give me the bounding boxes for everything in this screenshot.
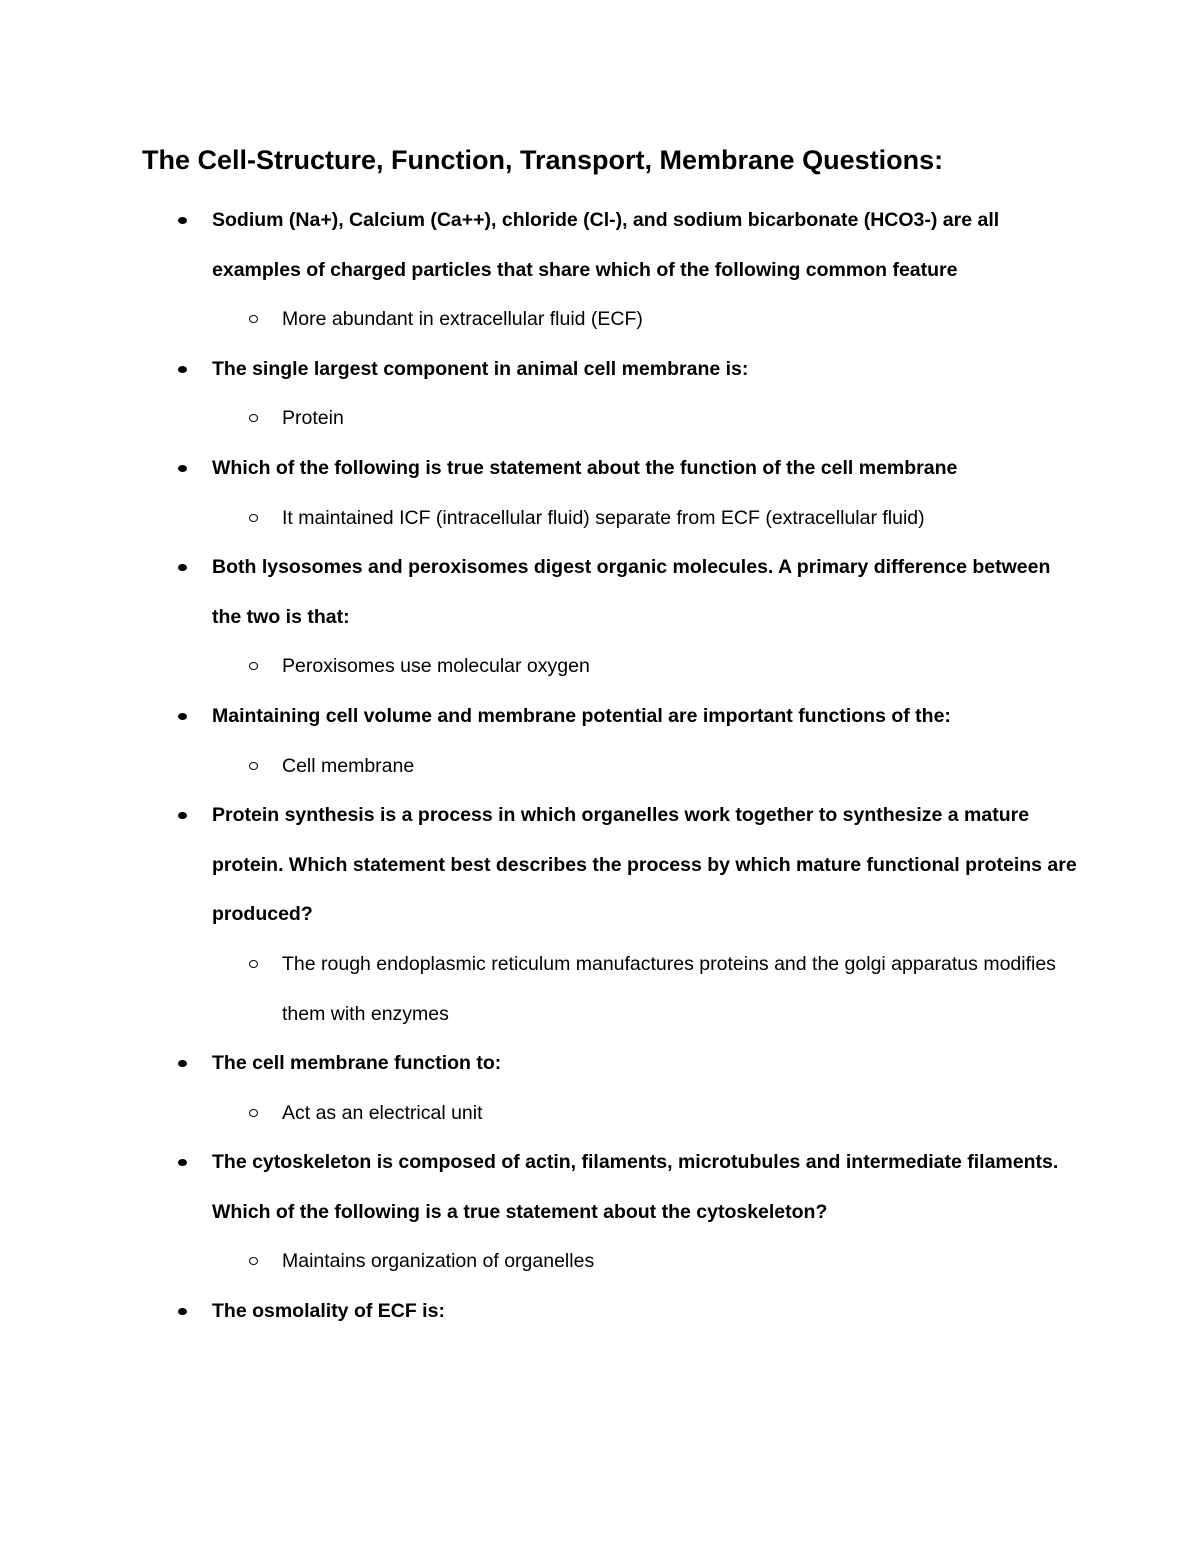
question-item <box>212 543 1082 692</box>
filled-bullet-icon <box>178 465 187 472</box>
answer-list <box>212 494 1082 544</box>
answer-text: Act as an electrical unit <box>282 1101 483 1124</box>
answer-list <box>212 394 1082 444</box>
answer-text: More abundant in extracellular fluid (ECF) <box>282 308 643 331</box>
answer-list <box>212 295 1082 345</box>
question-item <box>212 196 1082 345</box>
answer-list <box>212 1237 1082 1287</box>
filled-bullet-icon <box>178 366 187 373</box>
filled-bullet-icon <box>178 1159 187 1166</box>
question-item <box>212 345 1082 444</box>
hollow-bullet-icon <box>249 315 258 323</box>
question-text: The single largest component in animal cell membrane is: <box>212 357 749 380</box>
question-item <box>212 1287 1082 1337</box>
answer-text: Peroxisomes use molecular oxygen <box>282 655 590 678</box>
answer-item <box>282 494 1082 544</box>
answer-item <box>282 742 1082 792</box>
question-list <box>212 196 1082 1337</box>
answer-text: The rough endoplasmic reticulum manufactures proteins and the golgi apparatus modifies them with enzymes <box>282 952 1056 1025</box>
question-text: Sodium (Na+), Calcium (Ca++), chloride (Cl-), and sodium bicarbonate (HCO3-) are all examples of charged particles that share which of the following common feature <box>212 209 1000 281</box>
hollow-bullet-icon <box>249 960 258 968</box>
answer-list <box>212 742 1082 792</box>
answer-list <box>212 940 1082 1039</box>
question-text: The cell membrane function to: <box>212 1052 502 1075</box>
answer-text: It maintained ICF (intracellular fluid) separate from ECF (extracellular fluid) <box>282 506 925 529</box>
answer-text: Protein <box>282 407 344 430</box>
answer-list <box>212 642 1082 692</box>
answer-item <box>282 1237 1082 1287</box>
question-item <box>212 1039 1082 1138</box>
hollow-bullet-icon <box>249 514 258 522</box>
hollow-bullet-icon <box>249 414 258 422</box>
question-item <box>212 1138 1082 1287</box>
hollow-bullet-icon <box>249 1109 258 1117</box>
hollow-bullet-icon <box>249 662 258 670</box>
answer-item <box>282 394 1082 444</box>
question-item <box>212 791 1082 1039</box>
filled-bullet-icon <box>178 1308 187 1315</box>
answer-item <box>282 295 1082 345</box>
hollow-bullet-icon <box>249 1257 258 1265</box>
page-title: The Cell-Structure, Function, Transport, Membrane Questions: <box>142 145 944 175</box>
filled-bullet-icon <box>178 812 187 819</box>
question-text: The osmolality of ECF is: <box>212 1300 445 1323</box>
question-text: Maintaining cell volume and membrane potential are important functions of the: <box>212 704 951 727</box>
answer-item <box>282 940 1082 1039</box>
answer-text: Cell membrane <box>282 754 415 777</box>
filled-bullet-icon <box>178 713 187 720</box>
hollow-bullet-icon <box>249 762 258 770</box>
answer-item <box>282 1089 1082 1139</box>
answer-text: Maintains organization of organelles <box>282 1250 595 1273</box>
filled-bullet-icon <box>178 217 187 224</box>
filled-bullet-icon <box>178 564 187 571</box>
filled-bullet-icon <box>178 1060 187 1067</box>
answer-list <box>212 1089 1082 1139</box>
question-text: The cytoskeleton is composed of actin, filaments, microtubules and intermediate filaments. Which of the following is a true statement about the cytoskeleton? <box>212 1151 1059 1223</box>
question-text: Protein synthesis is a process in which organelles work together to synthesize a mature protein. Which statement best describes the process by which mature functional proteins are produced? <box>212 804 1077 926</box>
question-text: Which of the following is true statement about the function of the cell membrane <box>212 456 958 479</box>
question-item <box>212 692 1082 791</box>
question-text: Both lysosomes and peroxisomes digest organic molecules. A primary difference between the two is that: <box>212 556 1051 628</box>
question-item <box>212 444 1082 543</box>
answer-item <box>282 642 1082 692</box>
